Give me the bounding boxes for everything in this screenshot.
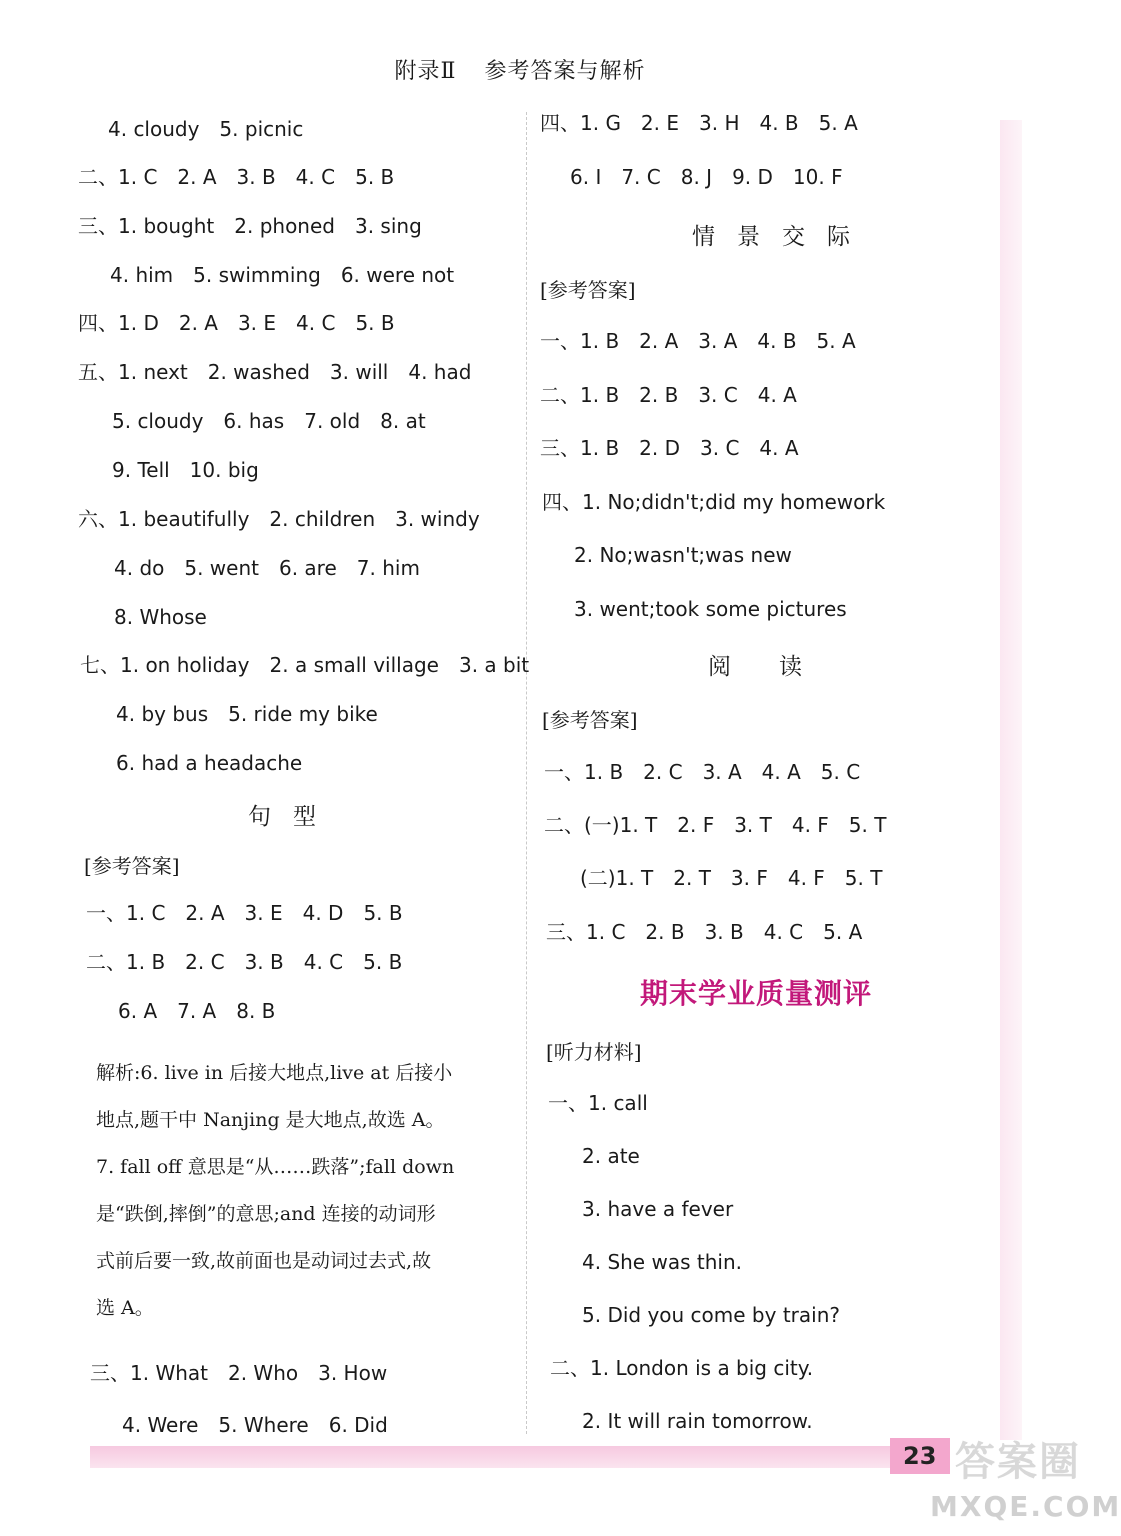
final-exam-title: 期末学业质量测评 (640, 977, 873, 1010)
answer-line: 3. went;took some pictures (574, 597, 847, 621)
reference-answer-label: [参考答案] (542, 708, 638, 732)
answer-line: 二、1. London is a big city. (550, 1356, 814, 1380)
explanation-line: 是“跌倒,摔倒”的意思;and 连接的动词形 (96, 1203, 436, 1225)
answer-line: 三、1. B 2. D 3. C 4. A (540, 436, 799, 460)
answer-line: 2. ate (582, 1144, 640, 1168)
explanation-line: 式前后要一致,故前面也是动词过去式,故 (96, 1250, 432, 1272)
explanation-block (96, 1050, 516, 1332)
right-decor-band (1000, 120, 1022, 1440)
answer-line: 4. him 5. swimming 6. were not (110, 263, 455, 287)
answer-line: 四、1. D 2. A 3. E 4. C 5. B (78, 311, 395, 335)
answer-line: 3. have a fever (582, 1197, 734, 1221)
watermark-logo: 答案圈 (955, 1439, 1081, 1485)
answer-line: 6. A 7. A 8. B (118, 999, 276, 1023)
explanation-line: 解析:6. live in 后接大地点,live at 后接小 (96, 1062, 453, 1084)
explanation-line: 7. fall off 意思是“从……跌落”;fall down (96, 1156, 455, 1178)
page-number: 23 (903, 1442, 937, 1470)
answer-line: 一、1. B 2. C 3. A 4. A 5. C (544, 760, 861, 784)
answer-line: 四、1. No;didn't;did my homework (542, 490, 886, 514)
answer-line: 二、1. C 2. A 3. B 4. C 5. B (78, 165, 395, 189)
reference-answer-label: [参考答案] (84, 854, 180, 878)
answer-line: 一、1. C 2. A 3. E 4. D 5. B (86, 901, 403, 925)
answer-line: 六、1. beautifully 2. children 3. windy (78, 507, 480, 531)
answer-line: 三、1. bought 2. phoned 3. sing (78, 214, 422, 238)
answer-line: 二、1. B 2. C 3. B 4. C 5. B (86, 950, 403, 974)
answer-line: 4. Were 5. Where 6. Did (122, 1413, 388, 1437)
answer-line: 8. Whose (114, 605, 207, 629)
answer-line: 四、1. G 2. E 3. H 4. B 5. A (540, 111, 858, 135)
answer-line: 三、1. C 2. B 3. B 4. C 5. A (546, 920, 863, 944)
answer-line: 二、(一)1. T 2. F 3. T 4. F 5. T (544, 813, 887, 837)
section-title-reading: 阅读 (708, 654, 850, 680)
answer-line: 6. I 7. C 8. J 9. D 10. F (570, 165, 843, 189)
answer-line: 七、1. on holiday 2. a small village 3. a bit (80, 653, 530, 677)
answer-line: 5. cloudy 6. has 7. old 8. at (112, 409, 426, 433)
answer-line: 5. Did you come by train? (582, 1303, 840, 1327)
answer-line: 二、1. B 2. B 3. C 4. A (540, 383, 797, 407)
answer-line: 一、1. call (548, 1091, 648, 1115)
answer-line: 6. had a headache (116, 751, 303, 775)
answer-line: 三、1. What 2. Who 3. How (90, 1361, 388, 1385)
answer-line: 9. Tell 10. big (112, 458, 259, 482)
listening-material-label: [听力材料] (546, 1040, 642, 1064)
answer-line: 五、1. next 2. washed 3. will 4. had (78, 360, 472, 384)
answer-line: 2. It will rain tomorrow. (582, 1409, 813, 1433)
watermark-url: MXQE.COM (930, 1490, 1121, 1523)
explanation-line: 选 A。 (96, 1297, 154, 1319)
answer-line: (二)1. T 2. T 3. F 4. F 5. T (580, 866, 883, 890)
section-title-sentence: 句型 (248, 804, 338, 830)
reference-answer-label: [参考答案] (540, 278, 636, 302)
answer-line: 4. do 5. went 6. are 7. him (114, 556, 420, 580)
explanation-line: 地点,题干中 Nanjing 是大地点,故选 A。 (96, 1109, 445, 1131)
header-title: 参考答案与解析 (484, 59, 646, 84)
page-header (0, 54, 1040, 85)
answer-line: 4. by bus 5. ride my bike (116, 702, 378, 726)
bottom-decor-band (90, 1446, 920, 1468)
header-appendix: 附录Ⅱ (394, 59, 457, 84)
section-title-situation: 情景交际 (692, 224, 872, 250)
answer-line: 4. She was thin. (582, 1250, 742, 1274)
column-divider (526, 112, 527, 1434)
answer-line: 4. cloudy 5. picnic (108, 117, 304, 141)
answer-line: 2. No;wasn't;was new (574, 543, 792, 567)
answer-line: 一、1. B 2. A 3. A 4. B 5. A (540, 329, 856, 353)
